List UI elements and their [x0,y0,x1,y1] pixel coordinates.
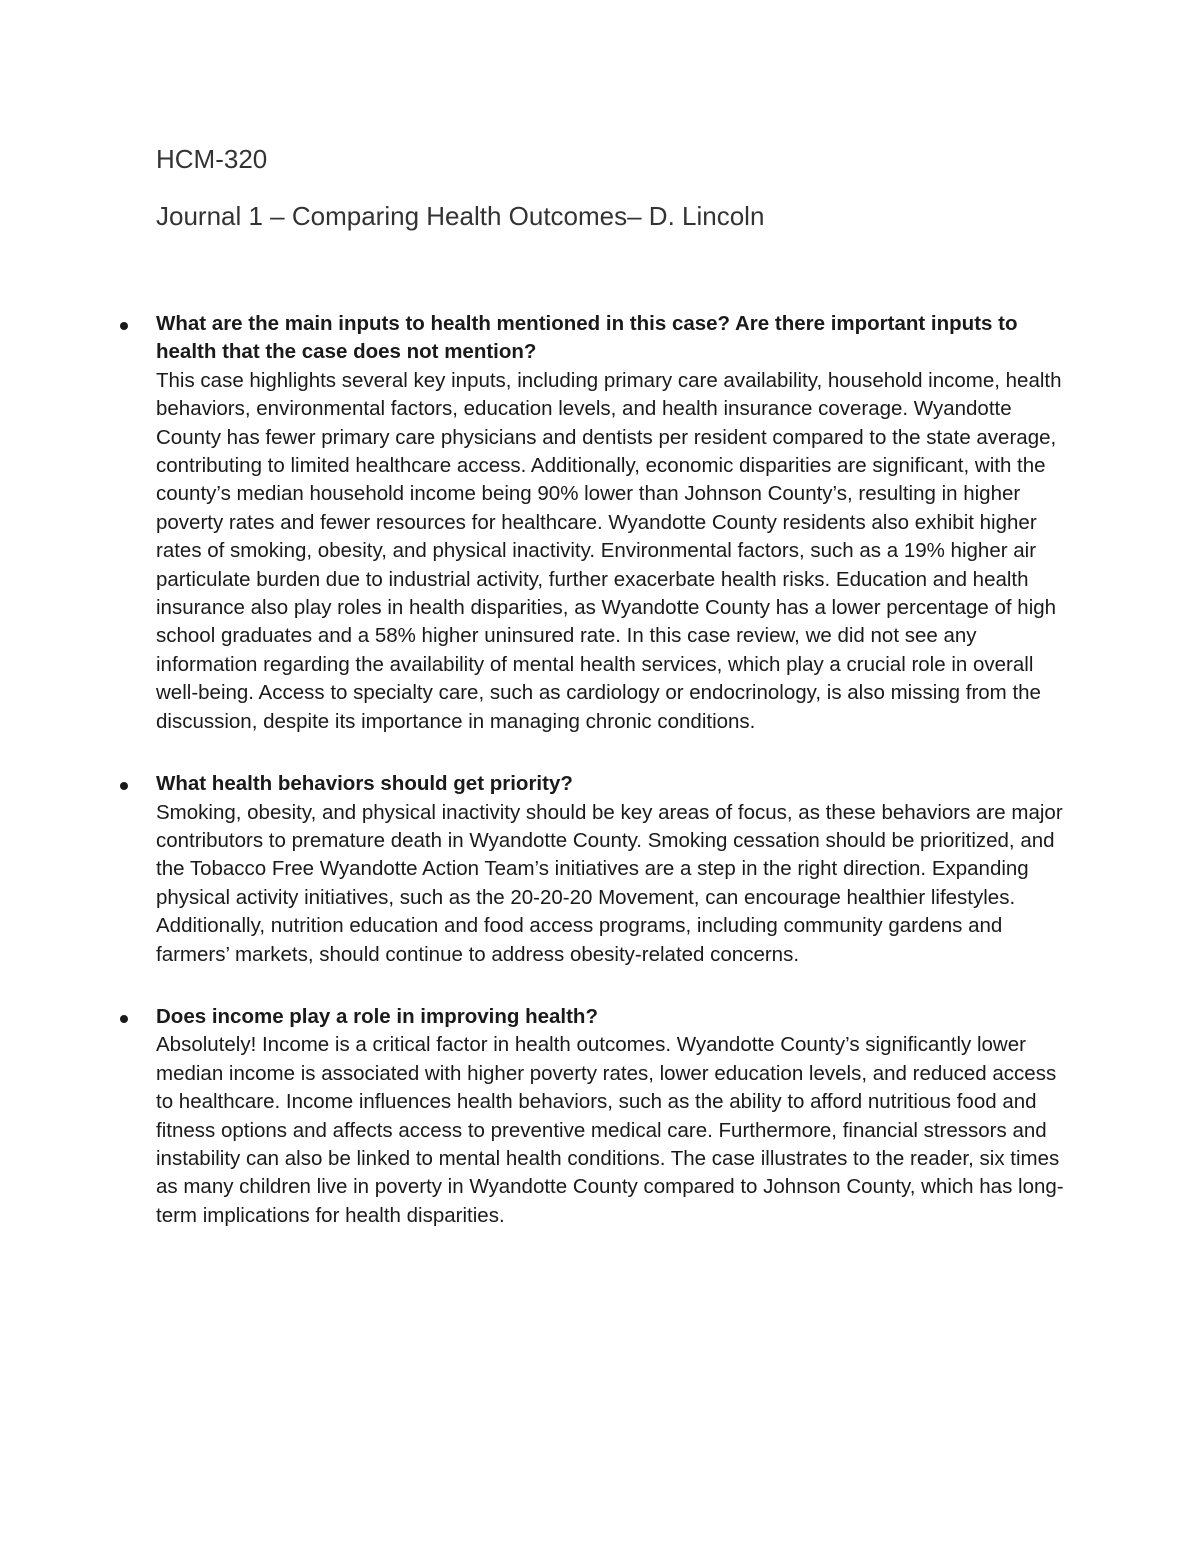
question-item-behaviors [156,770,1066,969]
question-list [156,310,1066,1264]
question-heading: What health behaviors should get priority? [156,772,573,796]
bullet-icon [120,1015,128,1023]
question-heading: Does income play a role in improving health? [156,1004,598,1028]
question-heading: What are the main inputs to health mentioned in this case? Are there important inputs to health that the case does not mention? [156,312,1018,364]
question-item-income [156,1003,1066,1230]
question-answer: Absolutely! Income is a critical factor in health outcomes. Wyandotte County’s significantly lower median income is associated with higher poverty rates, lower education levels, and reduced access to healthcare. Income influences health behaviors, such as the ability to afford nutritious food and fitness options and affects access to preventive medical care. Furthermore, financial stressors and instability can also be linked to mental health conditions. The case illustrates to the reader, six times as many children live in poverty in Wyandotte County compared to Johnson County, which has long-term implications for health disparities. [156,1033,1064,1227]
question-item-inputs [156,310,1066,736]
bullet-icon [120,782,128,790]
course-code: HCM-320 [156,144,268,174]
question-answer: Smoking, obesity, and physical inactivity should be key areas of focus, as these behaviors are major contributors to premature death in Wyandotte County. Smoking cessation should be prioritized, and the Tobacco Free Wyandotte Action Team’s initiatives are a step in the right direction. Expanding physical activity initiatives, such as the 20-20-20 Movement, can encourage healthier lifestyles. Additionally, nutrition education and food access programs, including community gardens and farmers’ markets, should continue to address obesity-related concerns. [156,800,1063,966]
question-answer: This case highlights several key inputs, including primary care availability, household income, health behaviors, environmental factors, education levels, and health insurance coverage. Wyandotte County has fewer primary care physicians and dentists per resident compared to the state average, contributing to limited healthcare access. Additionally, economic disparities are significant, with the county’s median household income being 90% lower than Johnson County’s, resulting in higher poverty rates and fewer resources for healthcare. Wyandotte County residents also exhibit higher rates of smoking, obesity, and physical inactivity. Environmental factors, such as a 19% higher air particulate burden due to industrial activity, further exacerbate health risks. Education and health insurance also play roles in health disparities, as Wyandotte County has a lower percentage of high school graduates and a 58% higher uninsured rate. In this case review, we did not see any information regarding the availability of mental health services, which play a crucial role in overall well-being. Access to specialty care, such as cardiology or endocrinology, is also missing from the discussion, despite its importance in managing chronic conditions. [156,368,1062,733]
bullet-icon [120,322,128,330]
document-title: Journal 1 – Comparing Health Outcomes– D. Lincoln [156,201,765,231]
